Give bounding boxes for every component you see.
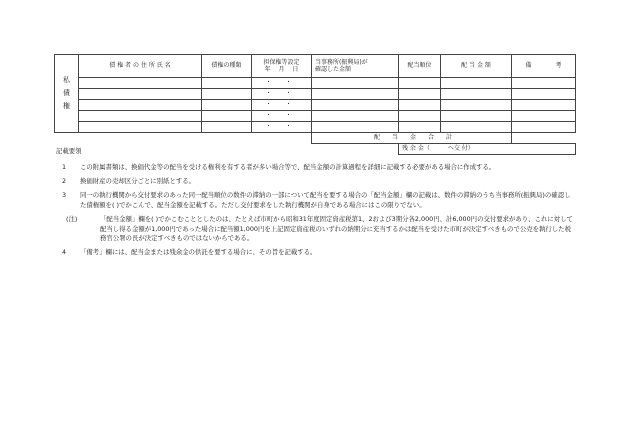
cell-office-amount: [312, 100, 399, 111]
header-rank: 配当順位: [399, 55, 441, 78]
instruction-text: 「備考」欄には、配当金または残余金の供託を要する場合に、その旨を記載する。: [80, 248, 317, 257]
side-char-2: 債: [63, 88, 70, 97]
cell-rank: [399, 100, 441, 111]
instruction-item: [56, 163, 576, 173]
cell-office-amount: [312, 78, 399, 89]
cell-remarks: [512, 111, 576, 122]
cell-remarks: [512, 122, 576, 133]
instruction-number: 3: [62, 190, 67, 199]
cell-rank: [399, 78, 441, 89]
cell-collateral-date: ・ ・: [252, 89, 312, 100]
header-claim-type: 債権の種類: [202, 55, 252, 78]
side-char-1: 私: [63, 75, 70, 84]
cell-creditor: [79, 122, 202, 133]
summary-remainder-label: 残 余 金（ へ交 付）: [399, 144, 576, 155]
cell-creditor: [79, 78, 202, 89]
instruction-number: 2: [62, 176, 67, 185]
table-row: [55, 111, 576, 122]
cell-amount: [441, 100, 512, 111]
cell-creditor: [79, 111, 202, 122]
table-row: [55, 122, 576, 133]
summary-spacer: [55, 133, 312, 144]
header-amount: 配 当 金 額: [441, 55, 512, 78]
instruction-item: [56, 191, 576, 211]
instruction-sub-note: [56, 215, 576, 245]
header-creditor: 債 権 者 の 住 所 氏 名: [79, 55, 202, 78]
sub-note-text: 「配当金額」欄を( )でかこむこととしたのは、たとえば市町から昭和31年度固定資産税第1、2および3期分各2,000円、計6,000円の交付要求があり、これに対して配当し得る金額が1,000円であった場合に配当額1,000円を上記固定資産税のいずれの納期分に充当するかは配当を受けた市町が決定すべきもので公売を執行した税務官公署の長が決定すべきものではないからである。: [100, 214, 573, 243]
cell-collateral-date: ・ ・: [252, 122, 312, 133]
instruction-text: この附属書類は、換価代金等の配当を受ける権利を有する者が多い場合等で、配当金額の計算過程を詳細に記載する必要がある場合に作成する。: [80, 162, 496, 171]
sub-note-label: (注): [66, 214, 78, 223]
instruction-number: 4: [62, 248, 67, 257]
cell-collateral-date: ・ ・: [252, 111, 312, 122]
instructions-title: 記載要領: [56, 147, 82, 155]
cell-office-amount: [312, 89, 399, 100]
cell-office-amount: [312, 122, 399, 133]
cell-amount: [441, 111, 512, 122]
cell-claim-type: [202, 100, 252, 111]
table-row: [55, 89, 576, 100]
instruction-text: 同一の執行機関から交付要求のあった同一配当順位の数件の滞納の一部について配当を要する場合の「配当金額」欄の記載は、数件の滞納のうち当事務所(振興局)の確認した債権額を( )でかこんで、配当金額を記載する。ただし交付要求をした執行機関が自身である場合にはこの限りでない。: [80, 190, 571, 209]
cell-collateral-date: ・ ・: [252, 78, 312, 89]
summary-total-label: 配 当 金 合 計: [312, 133, 512, 144]
cell-rank: [399, 111, 441, 122]
cell-collateral-date: ・ ・: [252, 100, 312, 111]
instruction-number: 1: [62, 162, 67, 171]
cell-claim-type: [202, 78, 252, 89]
cell-remarks: [512, 78, 576, 89]
cell-office-amount: [312, 111, 399, 122]
instruction-item: [56, 177, 576, 187]
instructions-section: [56, 147, 576, 262]
header-office-line2: 確認した金額: [315, 66, 352, 73]
cell-amount: [441, 89, 512, 100]
table-row: [55, 78, 576, 89]
header-collateral-line1: 担保権等設定: [263, 58, 300, 66]
instruction-text: 換価財産の売却区分ごとに別紙とする。: [80, 176, 196, 185]
side-label-private-claims: [55, 55, 79, 133]
distribution-table: [54, 54, 576, 155]
header-remarks: 備 考: [512, 55, 576, 78]
cell-amount: [441, 122, 512, 133]
cell-remarks: [512, 89, 576, 100]
cell-rank: [399, 122, 441, 133]
header-collateral-date: [252, 55, 312, 78]
table-row: [55, 100, 576, 111]
cell-claim-type: [202, 122, 252, 133]
cell-claim-type: [202, 89, 252, 100]
cell-amount: [441, 78, 512, 89]
header-office-line1: 当事務所(振興局)が: [315, 58, 368, 66]
cell-remarks: [512, 100, 576, 111]
cell-creditor: [79, 100, 202, 111]
instruction-item: [56, 248, 576, 258]
summary-total-row: [55, 133, 576, 144]
side-char-3: 権: [63, 102, 70, 111]
cell-claim-type: [202, 111, 252, 122]
cell-creditor: [79, 89, 202, 100]
table-header-row: [55, 55, 576, 78]
header-collateral-line2: 年 月 日: [264, 66, 299, 73]
header-office-amount: [312, 55, 399, 78]
cell-rank: [399, 89, 441, 100]
